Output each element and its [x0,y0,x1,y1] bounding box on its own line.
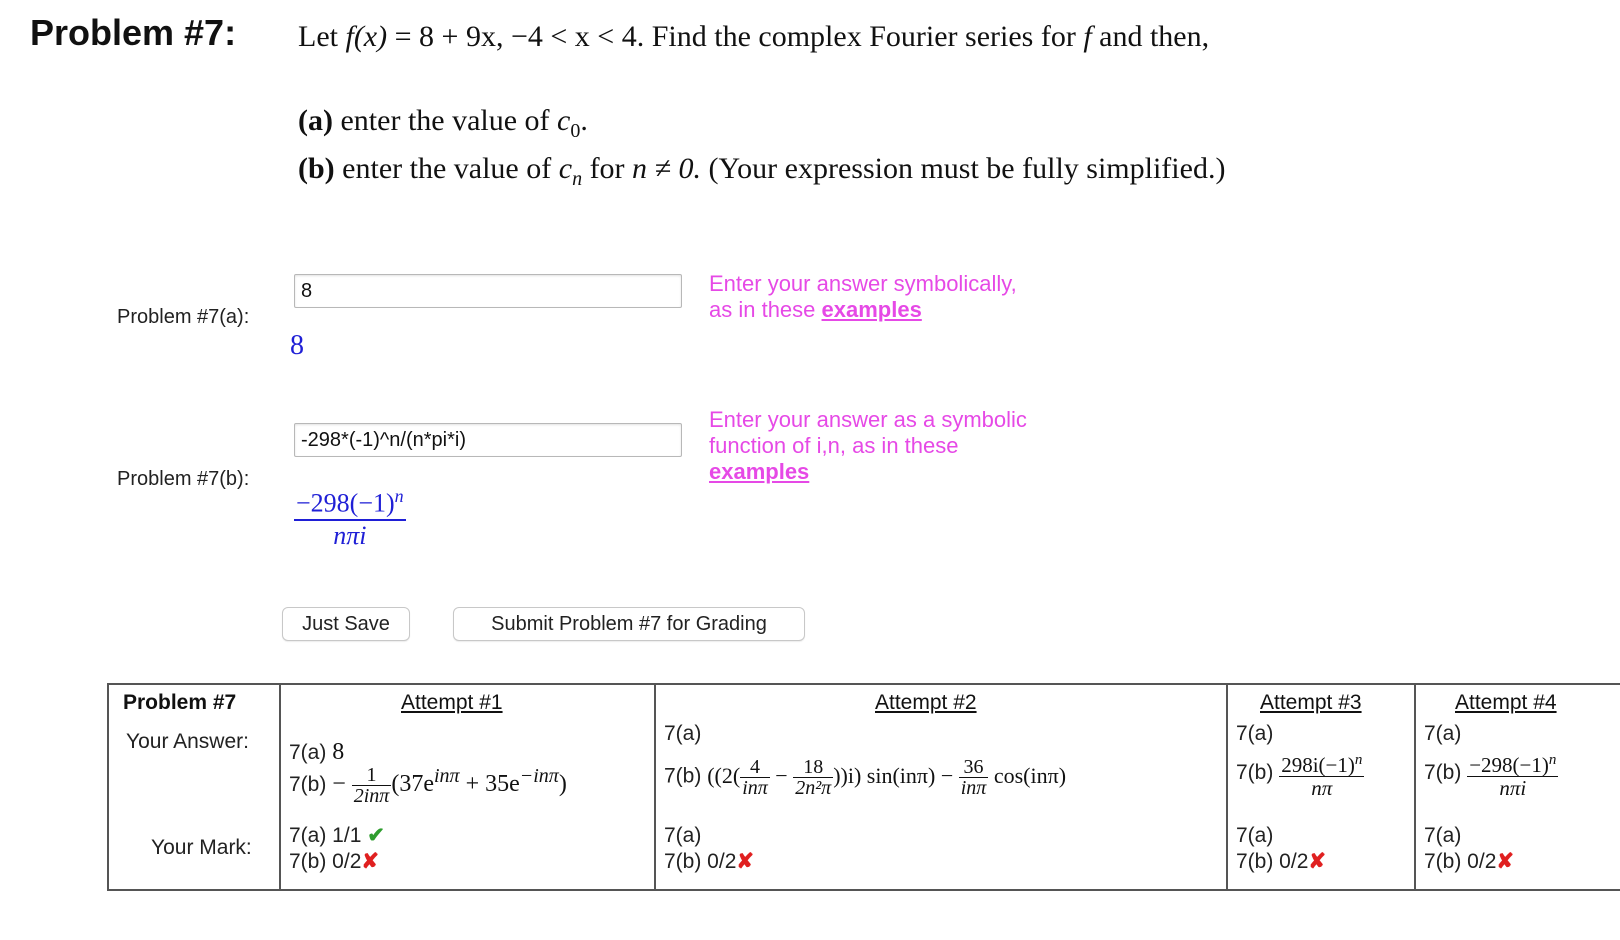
problem-heading: Problem #7: [30,12,237,53]
submit-grading-button[interactable]: Submit Problem #7 for Grading [453,607,805,641]
check-icon: ✔ [367,824,385,847]
attempt-1-answer-b: 7(b) − $\frac{1}{\text{2inπ}}$ $(37e^{in\pi} + 35e^{-in\pi})$ [289,763,567,807]
attempt-2-header[interactable]: Attempt #2 [875,691,977,714]
attempt-3-mark: 7(a) 7(b) 0/2✘ [1236,824,1326,873]
part-b-answer-input[interactable] [294,423,682,457]
part-a-label: Problem #7(a): [117,306,250,328]
attempt-2-answer-a: 7(a) [664,722,702,745]
part-a-preview: 8 [290,330,304,361]
attempt-4-header[interactable]: Attempt #4 [1455,691,1557,714]
cross-icon: ✘ [361,850,379,873]
problem-statement: Let f(x) = 8 + 9x, −4 < x < 4. Find the complex Fourier series for f and then, [298,20,1210,53]
column-divider [654,685,656,889]
attempt-3-answer-a: 7(a) [1236,722,1274,745]
cross-icon: ✘ [736,850,754,873]
attempt-2-mark: 7(a) 7(b) 0/2✘ [664,824,754,873]
part-b-instruction: (b) enter the value of $c_n$ for n ≠ 0. (Your expression must be fully simplified.) [298,152,1226,190]
part-a-instruction: (a) enter the value of $c_0$. [298,104,588,142]
column-divider [279,685,281,889]
column-divider [1414,685,1416,889]
part-a-examples-link[interactable]: examples [821,297,922,322]
attempt-1-header[interactable]: Attempt #1 [401,691,503,714]
attempt-2-answer-b: 7(b) ((2( $\frac{4}{\text{inπ}}$ − $\frac{18}{\text{2n²π}}$ ))i) sin(inπ) − $\frac{36}{\text{inπ}}$ cos(inπ) [664,756,1067,799]
attempt-3-answer-b: 7(b) $\frac{298i(-1)^n}{n\pi}$ [1236,752,1363,800]
part-b-hint: Enter your answer as a symbolic function of i,n, as in these examples [709,407,1027,484]
part-a-answer-input[interactable] [294,274,682,308]
part-a-hint: Enter your answer symbolically, as in these examples [709,271,1017,322]
attempt-4-mark: 7(a) 7(b) 0/2✘ [1424,824,1514,873]
attempt-1-answer-a: 7(a) 8 [289,739,345,765]
attempt-4-answer-a: 7(a) [1424,722,1462,745]
your-answer-label: Your Answer: [126,730,249,753]
attempts-table [107,683,1620,891]
cross-icon: ✘ [1496,850,1514,873]
table-row-header: Problem #7 [123,691,237,714]
column-divider [1226,685,1228,889]
attempt-1-mark: 7(a) 1/1 ✔ 7(b) 0/2✘ [289,824,385,873]
part-b-examples-link[interactable]: examples [709,459,810,484]
your-mark-label: Your Mark: [151,836,252,859]
attempt-4-answer-b: 7(b) $\frac{-298(-1)^n}{\text{nπi}}$ [1424,752,1557,800]
attempt-3-header[interactable]: Attempt #3 [1260,691,1362,714]
cross-icon: ✘ [1308,850,1326,873]
part-b-preview: $\frac{-298(-1)^n}{\text{nπi}}$ [296,486,404,550]
part-b-label: Problem #7(b): [117,468,250,490]
just-save-button[interactable]: Just Save [282,607,410,641]
